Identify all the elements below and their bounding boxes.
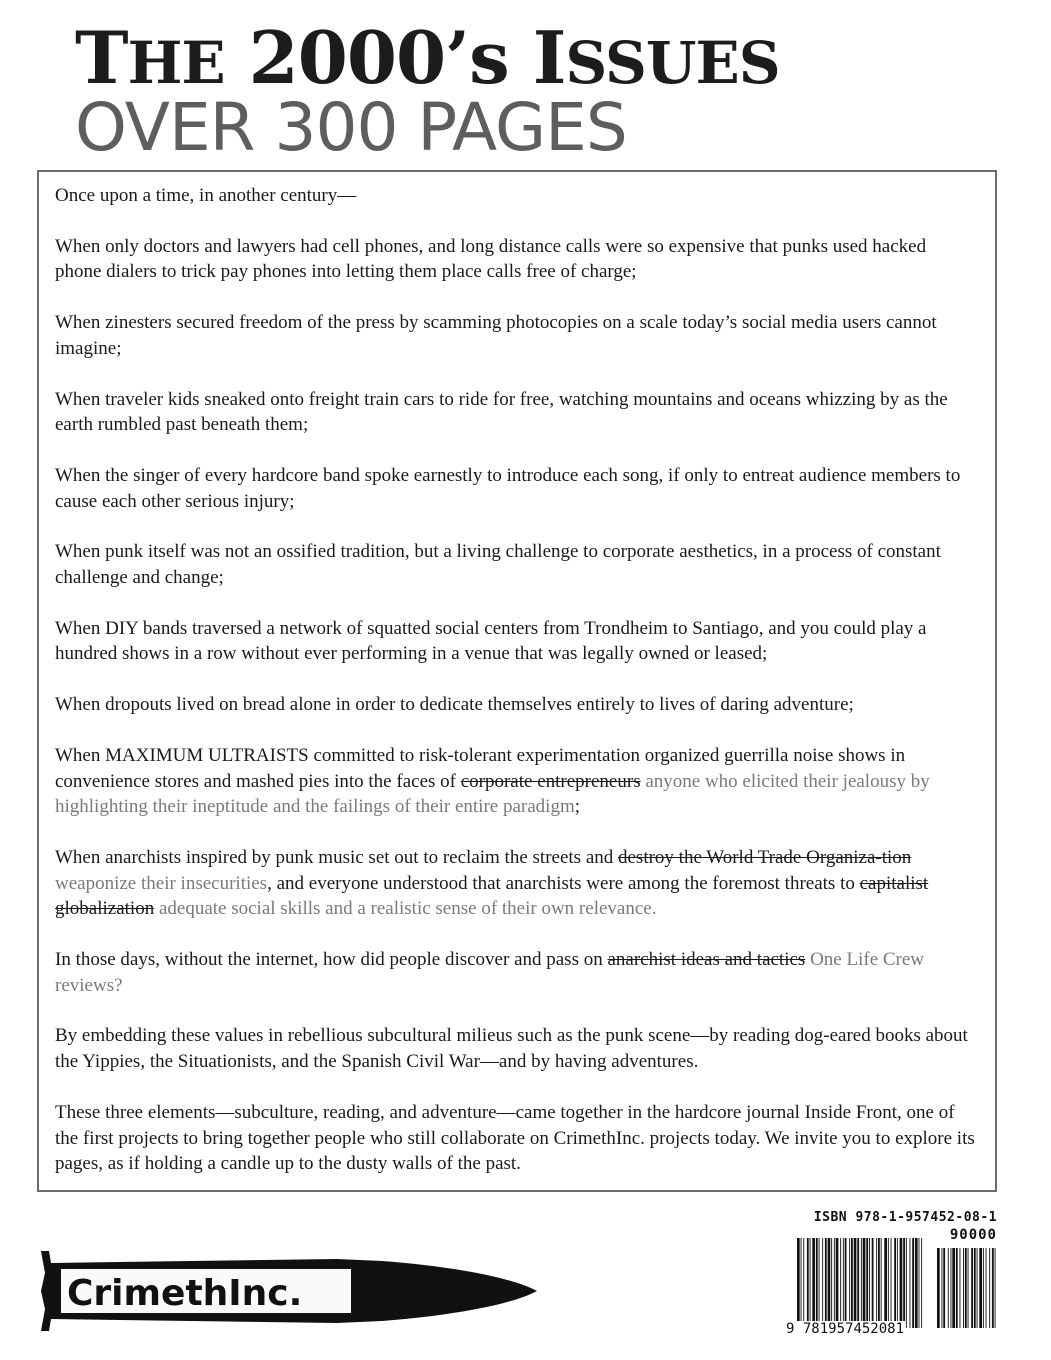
barcode-bar [956, 1248, 958, 1328]
barcode-bar [878, 1238, 880, 1328]
barcode-bar [801, 1238, 802, 1328]
replacement-text: weaponize their insecurities [55, 872, 268, 894]
replacement-text: adequate social skills and a realistic sense of their own relevance. [158, 898, 657, 920]
replacement-text: anyone who elicited their jealousy by highlighting their ineptitude and the failings of their entire paradigm [55, 770, 930, 818]
barcode-bar [816, 1238, 818, 1328]
barcode-bar [863, 1238, 866, 1328]
text-box [37, 170, 997, 1192]
barcode-bar [881, 1238, 882, 1328]
barcode-bar [937, 1248, 940, 1328]
barcode-bar [995, 1248, 996, 1328]
barcode-bar [825, 1238, 827, 1328]
paragraph-13: These three elements—subculture, reading, and adventure—came together in the hardcore journal Inside Front, one of the first projects to bring together people who still collaborate on CrimethInc. projects today. We invite you to explore its pages, as if holding a candle up to the dusty walls of the past. [55, 1101, 975, 1175]
barcode-bar [952, 1248, 955, 1328]
struck-text: corporate entrepreneurs [460, 770, 641, 792]
paragraph-1: Once upon a time, in another century— [55, 185, 357, 206]
headline [75, 15, 780, 166]
barcode-bar [906, 1238, 907, 1328]
isbn-label: ISBN 978-1-957452-08-1 [813, 1210, 997, 1225]
barcode-bar [942, 1248, 943, 1328]
paragraph-11: In those days, without the internet, how did people discover and pass on anarchist ideas and tactics One Life Crew reviews? [55, 949, 925, 996]
barcode-bar [894, 1238, 896, 1328]
barcode-bar [948, 1248, 949, 1328]
barcode-bar [866, 1238, 868, 1328]
price-code: 90000 [949, 1227, 997, 1243]
barcode-bar [819, 1238, 820, 1328]
barcode-bar [861, 1238, 862, 1328]
barcode-bar [888, 1238, 889, 1328]
barcode-bar [992, 1248, 994, 1328]
barcode-bar [803, 1238, 804, 1328]
paragraph-3: When zinesters secured freedom of the press by scamming photocopies on a scale today’s social media users cannot imagine; [55, 312, 937, 359]
barcode-bar [974, 1248, 976, 1328]
barcode-bar [979, 1248, 982, 1328]
barcode-block [785, 1210, 997, 1340]
barcode-bar [807, 1238, 809, 1328]
barcode-bar [810, 1238, 811, 1328]
barcode-bar [989, 1248, 990, 1328]
paragraph-2: When only doctors and lawyers had cell phones, and long distance calls were so expensive that punks used hacked phone dialers to trick pay phones into letting them place calls free of charge; [55, 235, 927, 283]
barcode-bar [854, 1238, 857, 1328]
barcode-bar [951, 1248, 952, 1328]
barcode-bar [828, 1238, 831, 1328]
struck-text: destroy the World Trade Organiza-tion [618, 846, 912, 868]
struck-text: anarchist ideas and tactics [607, 949, 806, 971]
paragraph-4: When traveler kids sneaked onto freight train cars to ride for free, watching mountains and oceans whizzing by as the earth rumbled past beneath them; [55, 388, 948, 436]
barcode-bar [986, 1248, 987, 1328]
barcode-bar [960, 1248, 961, 1328]
barcode-bar [891, 1238, 892, 1328]
barcode-bar [903, 1238, 905, 1328]
barcode-bar [968, 1248, 969, 1328]
barcode-bar [983, 1248, 984, 1328]
paragraph-5: When the singer of every hardcore band spoke earnestly to introduce each song, if only to entreat audience members to cause each other serious injury; [55, 464, 961, 512]
barcode-bar [900, 1238, 903, 1328]
barcode-bar [831, 1238, 832, 1328]
barcode-bar [812, 1238, 815, 1328]
barcode-bar [963, 1248, 964, 1328]
paragraph-8: When dropouts lived on bread alone in order to dedicate themselves entirely to lives of daring adventure; [55, 694, 854, 716]
barcode-bar [965, 1248, 967, 1328]
barcode-bar [857, 1238, 859, 1328]
page-title: THE 2000’s ISSUES [75, 15, 780, 100]
ean-digits: 9 781957452081 [786, 1321, 905, 1337]
barcode-bar [869, 1238, 870, 1328]
paragraph-9: When MAXIMUM ULTRAISTS committed to risk-tolerant experimentation organized guerrilla noise shows in convenience stores and mashed pies into the faces of corporate entrepreneurs anyone who elicited their jealousy by highlighting their ineptitude and the failings of their entire paradigm; [55, 744, 930, 818]
struck-text: capitalist globalization [55, 872, 929, 920]
barcode-bar [971, 1248, 973, 1328]
barcode-bar [876, 1238, 877, 1328]
paragraph-6: When punk itself was not an ossified tradition, but a living challenge to corporate aesthetics, in a process of constant challenge and change; [55, 541, 941, 589]
barcode-bar [843, 1238, 844, 1328]
barcode-bar [977, 1248, 978, 1328]
paragraph-10: When anarchists inspired by punk music set out to reclaim the streets and destroy the World Trade Organiza-tion weaponize their insecurities, and everyone understood that anarchists were among the foremost threats to capitalist globalization adequate social skills and a realistic sense of their own relevance. [55, 846, 929, 920]
barcode-bar [921, 1238, 922, 1328]
page-subtitle: OVER 300 PAGES [75, 89, 627, 166]
logo-text: CrimethInc. [67, 1273, 303, 1314]
barcode-bar [836, 1238, 839, 1328]
barcode-bar [884, 1238, 887, 1328]
paragraph-7: When DIY bands traversed a network of squatted social centers from Trondheim to Santiago, and you could play a hundred shows in a row without ever performing in a venue that was legally owned or leased; [55, 617, 927, 665]
barcode-bar [822, 1238, 823, 1328]
barcode-bar [943, 1248, 945, 1328]
barcode-bar [797, 1238, 800, 1328]
crimethinc-logo [37, 1247, 542, 1335]
barcode-bar [845, 1238, 847, 1328]
barcode-bar [897, 1238, 898, 1328]
barcode-bar [840, 1238, 841, 1328]
barcode-bar [919, 1238, 920, 1328]
barcode-bar [915, 1238, 918, 1328]
barcode-bar [910, 1238, 911, 1328]
barcode-bar [872, 1238, 874, 1328]
barcode-bar [912, 1238, 914, 1328]
barcode-bar [849, 1238, 850, 1328]
replacement-text: One Life Crew reviews? [55, 949, 925, 996]
paragraph-12: By embedding these values in rebellious subcultural milieus such as the punk scene—by reading dog-eared books about the Yippies, the Situationists, and the Spanish Civil War—and by having adventures. [55, 1025, 968, 1073]
barcode-bar [851, 1238, 853, 1328]
barcode-bar [834, 1238, 835, 1328]
